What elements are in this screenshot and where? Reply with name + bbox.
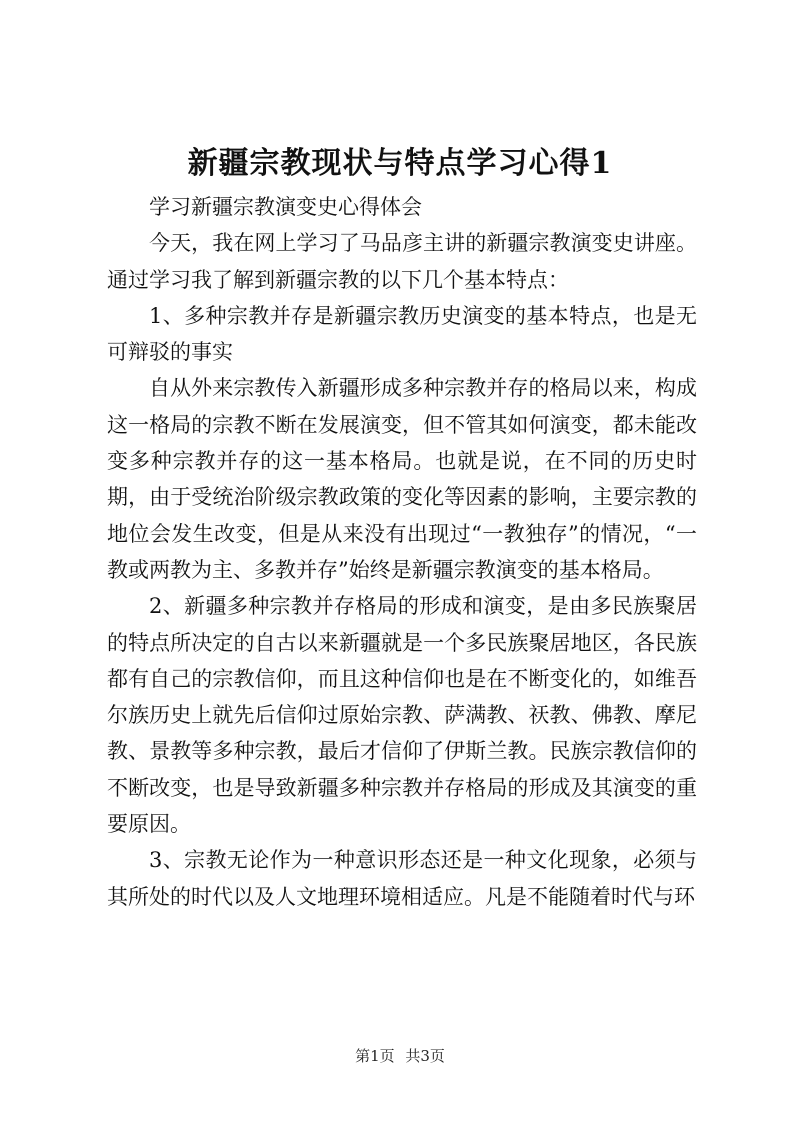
- point-3-paragraph: 3、宗教无论作为一种意识形态还是一种文化现象，必须与其所处的时代以及人文地理环境相适应。凡是不能随着时代与环: [107, 848, 697, 909]
- page-number: 第1页: [355, 1047, 395, 1065]
- page-total: 共3页: [405, 1047, 445, 1065]
- document-body: [107, 189, 697, 915]
- document-title: 新疆宗教现状与特点学习心得1: [187, 146, 613, 181]
- point-1-heading: 1、多种宗教并存是新疆宗教历史演变的基本特点，也是无可辩驳的事实: [107, 303, 697, 365]
- page-footer: [0, 1046, 800, 1066]
- point-1-paragraph: 自从外来宗教传入新疆形成多种宗教并存的格局以来，构成这一格局的宗教不断在发展演变，但不管其如何演变，都未能改变多种宗教并存的这一基本格局。也就是说，在不同的历史时期，由于受统治阶级宗教政策的变化等因素的影响，主要宗教的地位会发生改变，但是从来没有出现过“一教独存”的情况，“一教或两教为主、多教并存”始终是新疆宗教演变的基本格局。: [107, 376, 697, 582]
- subtitle-paragraph: 学习新疆宗教演变史心得体会: [149, 195, 422, 219]
- intro-paragraph: 今天，我在网上学习了马品彦主讲的新疆宗教演变史讲座。通过学习我了解到新疆宗教的以下几个基本特点：: [107, 231, 697, 292]
- point-2-paragraph: 2、新疆多种宗教并存格局的形成和演变，是由多民族聚居的特点所决定的自古以来新疆就是一个多民族聚居地区，各民族都有自己的宗教信仰，而且这种信仰也是在不断变化的，如维吾尔族历史上就先后信仰过原始宗教、萨满教、祆教、佛教、摩尼教、景教等多种宗教，最后才信仰了伊斯兰教。民族宗教信仰的不断改变，也是导致新疆多种宗教并存格局的形成及其演变的重要原因。: [107, 594, 697, 837]
